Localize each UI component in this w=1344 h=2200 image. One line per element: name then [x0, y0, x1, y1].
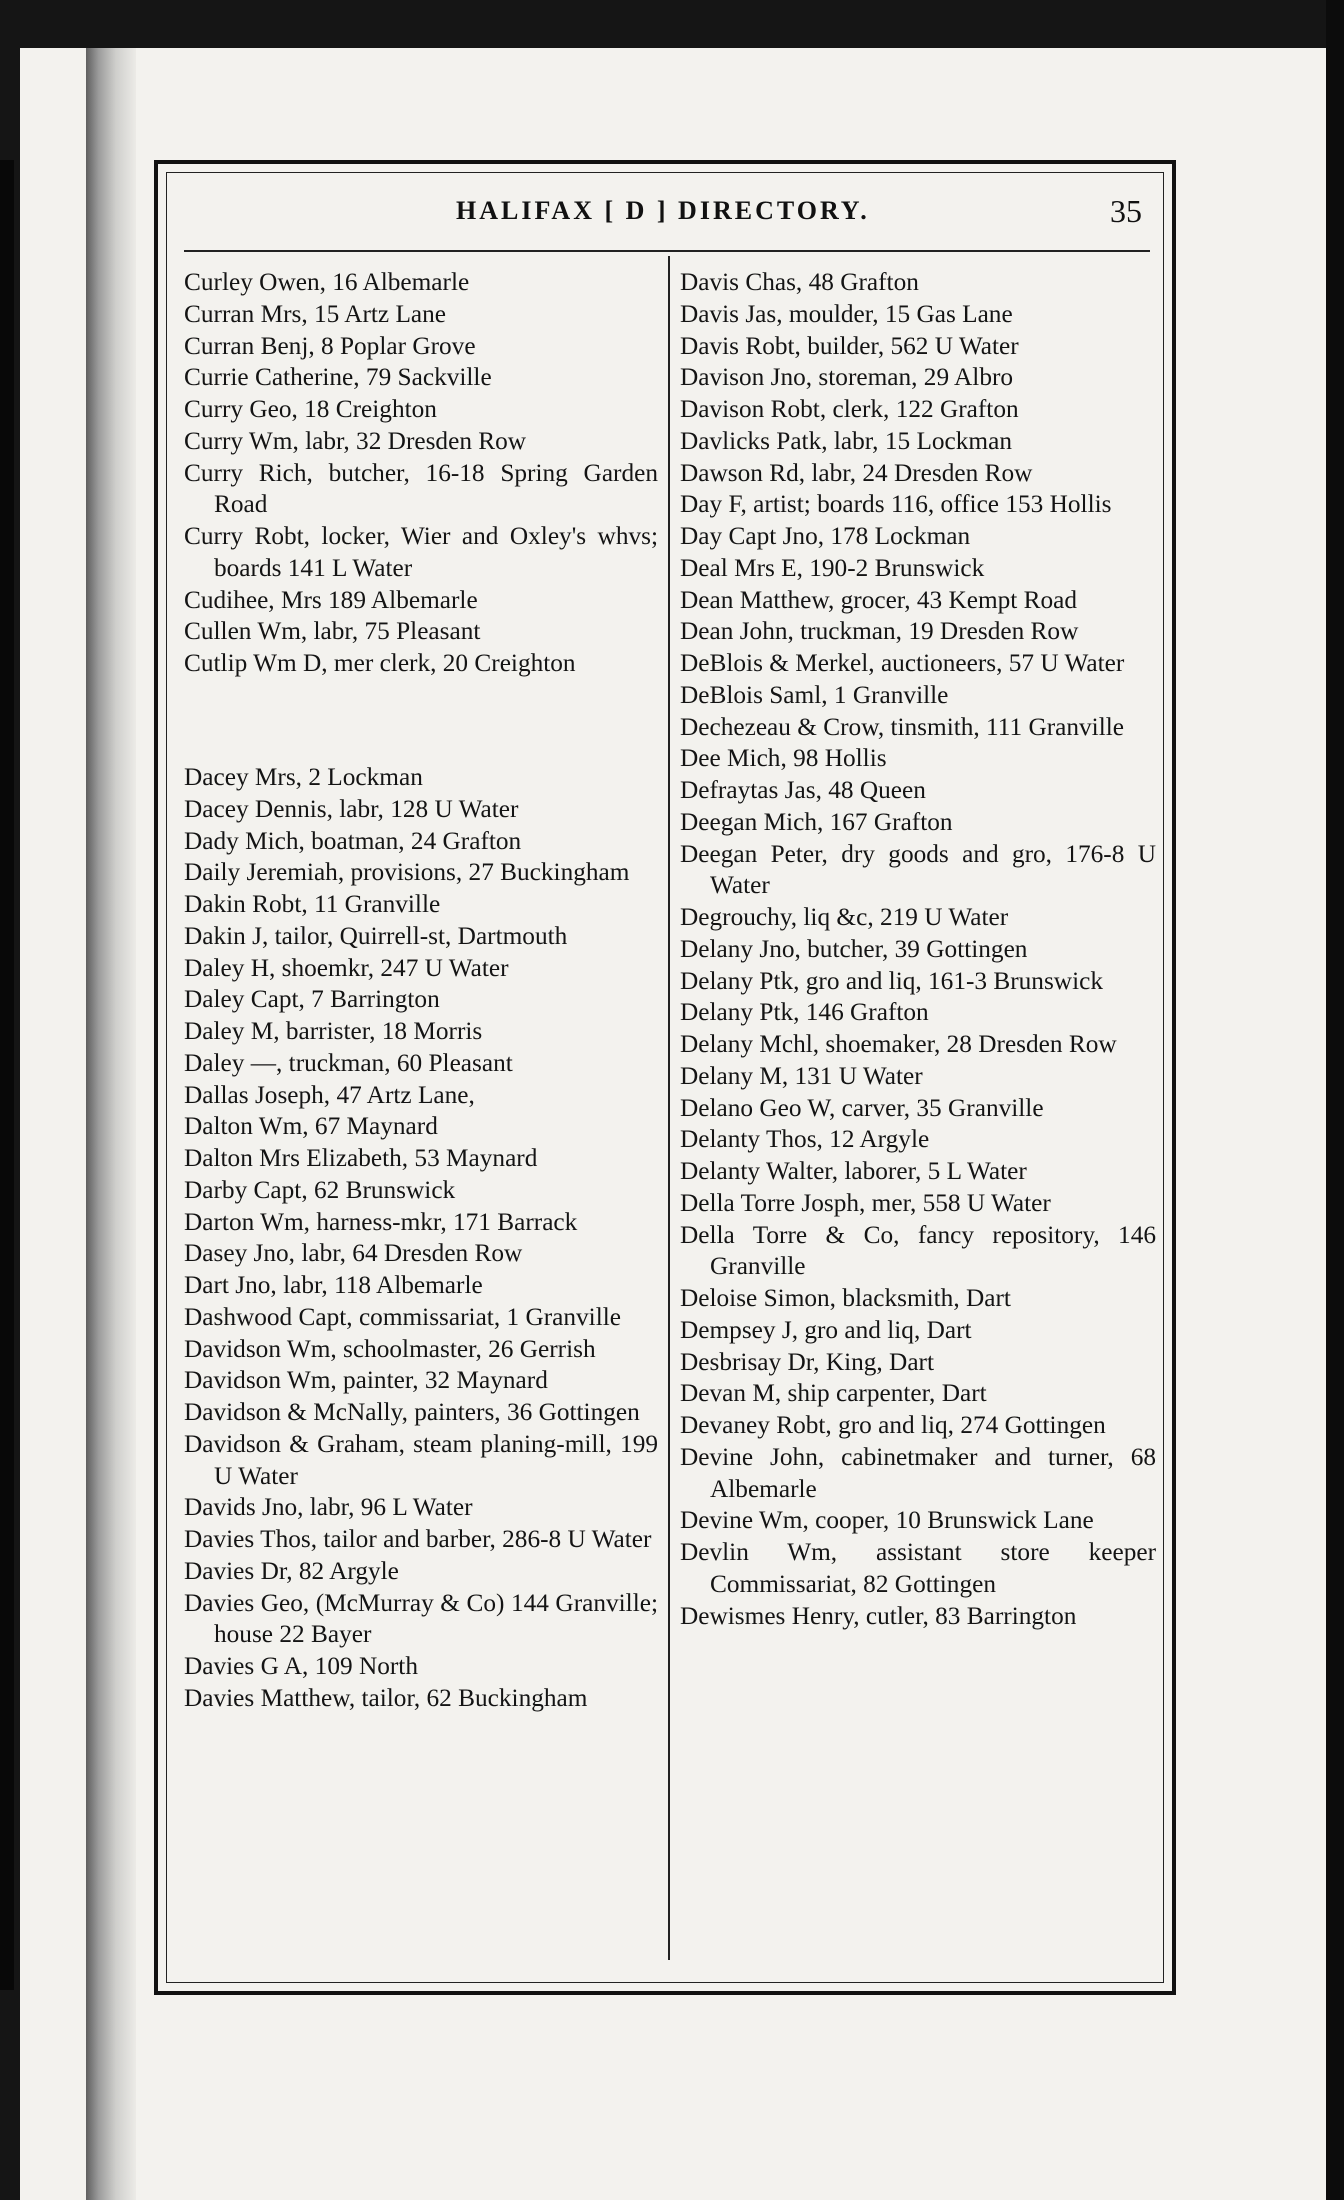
- directory-entry: Davids Jno, labr, 96 L Water: [184, 1493, 473, 1522]
- header-title: HALIFAX [ D ] DIRECTORY.: [456, 196, 870, 225]
- directory-entry: Dawson Rd, labr, 24 Dresden Row: [680, 458, 1033, 487]
- directory-entry: Devan M, ship carpenter, Dart: [680, 1379, 987, 1408]
- directory-entry: Delanty Thos, 12 Argyle: [680, 1125, 930, 1154]
- header-rule: [184, 250, 1150, 252]
- running-header: [166, 193, 1164, 240]
- directory-entry: Devine John, cabinetmaker and turner, 68 Albemarle: [680, 1442, 1156, 1503]
- directory-entry: DeBlois Saml, 1 Granville: [680, 680, 949, 709]
- directory-entry: Dashwood Capt, commissariat, 1 Granville: [184, 1302, 621, 1331]
- directory-entry: Darby Capt, 62 Brunswick: [184, 1175, 456, 1204]
- directory-entry: Daley M, barrister, 18 Morris: [184, 1017, 483, 1046]
- directory-entry: Dasey Jno, labr, 64 Dresden Row: [184, 1239, 523, 1268]
- directory-entry: Delanty Walter, laborer, 5 L Water: [680, 1157, 1027, 1185]
- directory-entry: Curran Benj, 8 Poplar Grove: [184, 331, 476, 360]
- directory-entry: Della Torre Josph, mer, 558 U Water: [680, 1188, 1051, 1217]
- page-number: 35: [1110, 193, 1142, 229]
- directory-entry: Devine Wm, cooper, 10 Brunswick Lane: [680, 1506, 1094, 1535]
- directory-entry: Daley —, truckman, 60 Pleasant: [184, 1048, 513, 1077]
- directory-entry: DeBlois & Merkel, auctioneers, 57 U Water: [680, 649, 1125, 677]
- directory-entry: Davies Matthew, tailor, 62 Buckingham: [184, 1683, 588, 1712]
- directory-entry: Deegan Mich, 167 Grafton: [680, 807, 953, 836]
- directory-entry: Day Capt Jno, 178 Lockman: [680, 522, 971, 550]
- directory-entry: Davis Robt, builder, 562 U Water: [680, 331, 1019, 360]
- directory-entry: Daily Jeremiah, provisions, 27 Buckingham: [184, 858, 630, 887]
- directory-entry: Delany Ptk, gro and liq, 161-3 Brunswick: [680, 966, 1103, 995]
- directory-entry: Day F, artist; boards 116, office 153 Hollis: [680, 490, 1112, 519]
- directory-entry: Davies G A, 109 North: [184, 1652, 418, 1681]
- directory-entry: Dee Mich, 98 Hollis: [680, 744, 887, 773]
- directory-entry: Dempsey J, gro and liq, Dart: [680, 1315, 972, 1344]
- directory-entry: Desbrisay Dr, King, Dart: [680, 1347, 935, 1376]
- directory-entry: Deal Mrs E, 190-2 Brunswick: [680, 553, 985, 582]
- directory-entry: Daley H, shoemkr, 247 U Water: [184, 953, 509, 982]
- directory-entry: Davies Dr, 82 Argyle: [184, 1556, 399, 1585]
- directory-entry: Delany Jno, butcher, 39 Gottingen: [680, 934, 1028, 963]
- directory-entry: Curley Owen, 16 Albemarle: [184, 268, 470, 296]
- directory-entry: Cullen Wm, labr, 75 Pleasant: [184, 617, 481, 646]
- directory-entry: Dean John, truckman, 19 Dresden Row: [680, 617, 1079, 646]
- directory-entry: Davies Geo, (McMurray & Co) 144 Granville; house 22 Bayer: [184, 1588, 658, 1649]
- right-column: [680, 267, 1156, 1632]
- directory-entry: Dalton Mrs Elizabeth, 53 Maynard: [184, 1144, 538, 1173]
- left-column: [184, 267, 658, 1715]
- directory-entry: Dacey Dennis, labr, 128 U Water: [184, 794, 519, 823]
- scan-edge-right: [1326, 0, 1344, 2200]
- directory-entry: Davis Chas, 48 Grafton: [680, 268, 919, 296]
- directory-entry: Dechezeau & Crow, tinsmith, 111 Granville: [680, 712, 1124, 741]
- scan-edge-left: [0, 160, 14, 1990]
- directory-entry: Daley Capt, 7 Barrington: [184, 985, 440, 1014]
- directory-entry: Dakin J, tailor, Quirrell-st, Dartmouth: [184, 921, 568, 950]
- directory-entry: Dacey Mrs, 2 Lockman: [184, 763, 423, 792]
- directory-entry: Delany Mchl, shoemaker, 28 Dresden Row: [680, 1030, 1117, 1058]
- section-gap: [184, 705, 658, 737]
- directory-entry: Curry Geo, 18 Creighton: [184, 395, 437, 423]
- directory-entry: Curran Mrs, 15 Artz Lane: [184, 299, 447, 328]
- directory-entry: Dady Mich, boatman, 24 Grafton: [184, 826, 522, 855]
- directory-entry: Dalton Wm, 67 Maynard: [184, 1112, 438, 1141]
- directory-entry: Curry Robt, locker, Wier and Oxley's whvs; boards 141 L Water: [184, 522, 658, 582]
- directory-entry: Curry Wm, labr, 32 Dresden Row: [184, 426, 527, 455]
- directory-entry: Davidson Wm, painter, 32 Maynard: [184, 1366, 548, 1395]
- directory-entry: Davison Jno, storeman, 29 Albro: [680, 363, 1014, 392]
- directory-entry: Darton Wm, harness-mkr, 171 Barrack: [184, 1207, 578, 1236]
- directory-entry: Cutlip Wm D, mer clerk, 20 Creighton: [184, 649, 576, 677]
- directory-entry: Davidson & Graham, steam planing-mill, 199 U Water: [184, 1429, 658, 1490]
- directory-entry: Dallas Joseph, 47 Artz Lane,: [184, 1080, 475, 1109]
- directory-entry: Davison Robt, clerk, 122 Grafton: [680, 395, 1019, 423]
- directory-entry: Cudihee, Mrs 189 Albemarle: [184, 585, 478, 614]
- directory-entry: Davis Jas, moulder, 15 Gas Lane: [680, 299, 1013, 328]
- directory-entry: Degrouchy, liq &c, 219 U Water: [680, 903, 1009, 931]
- directory-entry: Delany M, 131 U Water: [680, 1061, 923, 1090]
- directory-entry: Davies Thos, tailor and barber, 286-8 U Water: [184, 1525, 652, 1554]
- directory-entry: Dakin Robt, 11 Granville: [184, 890, 441, 919]
- directory-entry: Devaney Robt, gro and liq, 274 Gottingen: [680, 1411, 1106, 1439]
- directory-entry: Davidson & McNally, painters, 36 Gottingen: [184, 1398, 640, 1427]
- directory-entry: Defraytas Jas, 48 Queen: [680, 776, 926, 804]
- column-divider: [668, 256, 670, 1960]
- directory-entry: Deegan Peter, dry goods and gro, 176-8 U Water: [680, 839, 1156, 900]
- directory-entry: Currie Catherine, 79 Sackville: [184, 363, 492, 392]
- directory-entry: Delany Ptk, 146 Grafton: [680, 998, 929, 1027]
- directory-entry: Devlin Wm, assistant store keeper Commissariat, 82 Gottingen: [680, 1538, 1156, 1598]
- directory-entry: Curry Rich, butcher, 16-18 Spring Garden Road: [184, 458, 658, 519]
- binding-gutter-shadow: [86, 48, 136, 2200]
- directory-entry: Dart Jno, labr, 118 Albemarle: [184, 1271, 483, 1300]
- directory-entry: Delano Geo W, carver, 35 Granville: [680, 1093, 1044, 1122]
- directory-entry: Della Torre & Co, fancy repository, 146 Granville: [680, 1220, 1156, 1281]
- directory-entry: Dean Matthew, grocer, 43 Kempt Road: [680, 585, 1078, 614]
- directory-entry: Davlicks Patk, labr, 15 Lockman: [680, 426, 1012, 455]
- directory-entry: Davidson Wm, schoolmaster, 26 Gerrish: [184, 1334, 596, 1363]
- directory-entry: Deloise Simon, blacksmith, Dart: [680, 1284, 1011, 1312]
- directory-entry: Dewismes Henry, cutler, 83 Barrington: [680, 1601, 1077, 1630]
